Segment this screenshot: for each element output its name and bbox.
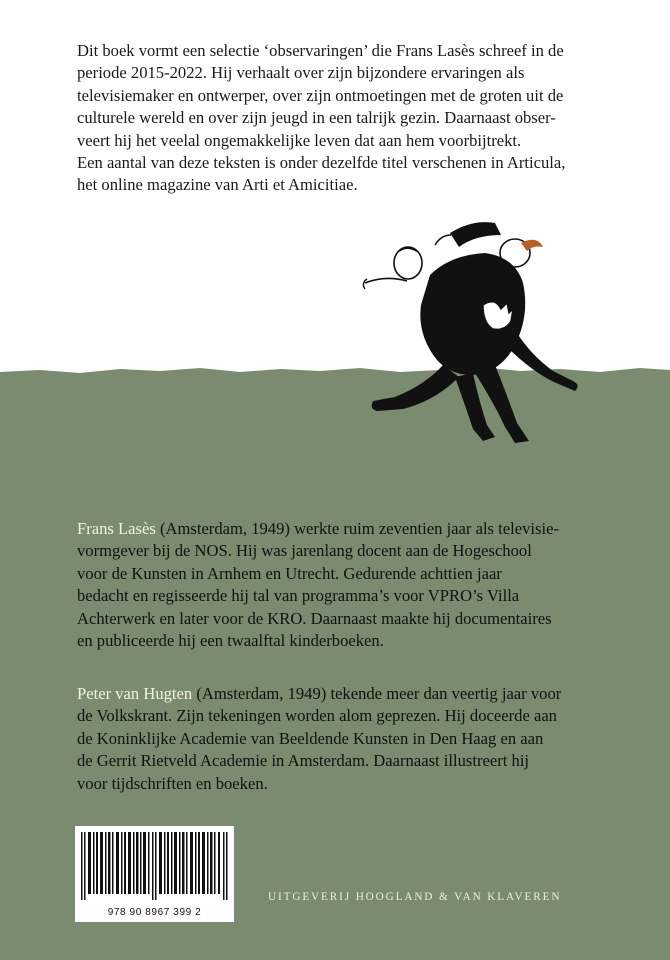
publisher-name: UITGEVERIJ HOOGLAND & VAN KLAVEREN bbox=[268, 891, 562, 903]
bio-peter-van-hugten bbox=[77, 683, 617, 795]
two-men-embracing-drawing-icon bbox=[355, 205, 585, 450]
isbn-number: 978 90 8967 399 2 bbox=[107, 907, 202, 918]
bio-text: (Amsterdam, 1949) werkte ruim zeventien jaar als televisie- vormgever bij de NOS. Hij was jarenlang docent aan de Hogeschool voor de Kunsten in Arnhem en Utrecht. Gedurende achttien jaar bedacht en regisseerde hij tal van programma’s voor VPRO’s Villa Achterwerk en later voor de KRO. Daarnaast maakte hij documentaires en publiceerde hij een twaalftal kinderboeken. bbox=[77, 519, 559, 651]
author-name: Frans Lasès bbox=[77, 519, 156, 538]
isbn-barcode bbox=[75, 826, 234, 922]
bio-frans-lases bbox=[77, 518, 617, 652]
bio-text: (Amsterdam, 1949) tekende meer dan veertig jaar voor de Volkskrant. Zijn tekeningen worden alom geprezen. Hij doceerde aan de Koninklijke Academie van Beeldende Kunsten in Den Haag en aan de Gerrit Rietveld Academie in Amsterdam. Daarnaast illustreert hij voor tijdschriften en boeken. bbox=[77, 684, 562, 793]
illustrator-name: Peter van Hugten bbox=[77, 684, 193, 703]
intro-paragraph: Dit boek vormt een selectie ‘observaringen’ die Frans Lasès schreef in de periode 2015-2022. Hij verhaalt over zijn bijzondere ervaringen als televisiemaker en ontwerper, over zijn ontmoetingen met de groten uit de culturele wereld en over zijn jeugd in een talrijk gezin. Daarnaast obser- veert hij het veelal ongemakkelijke leven dat aan hem voorbijtrekt. Een aantal van deze teksten is onder dezelfde titel verschenen in Articula, het online magazine van Arti et Amicitiae. bbox=[77, 41, 566, 195]
barcode-icon bbox=[81, 832, 228, 900]
